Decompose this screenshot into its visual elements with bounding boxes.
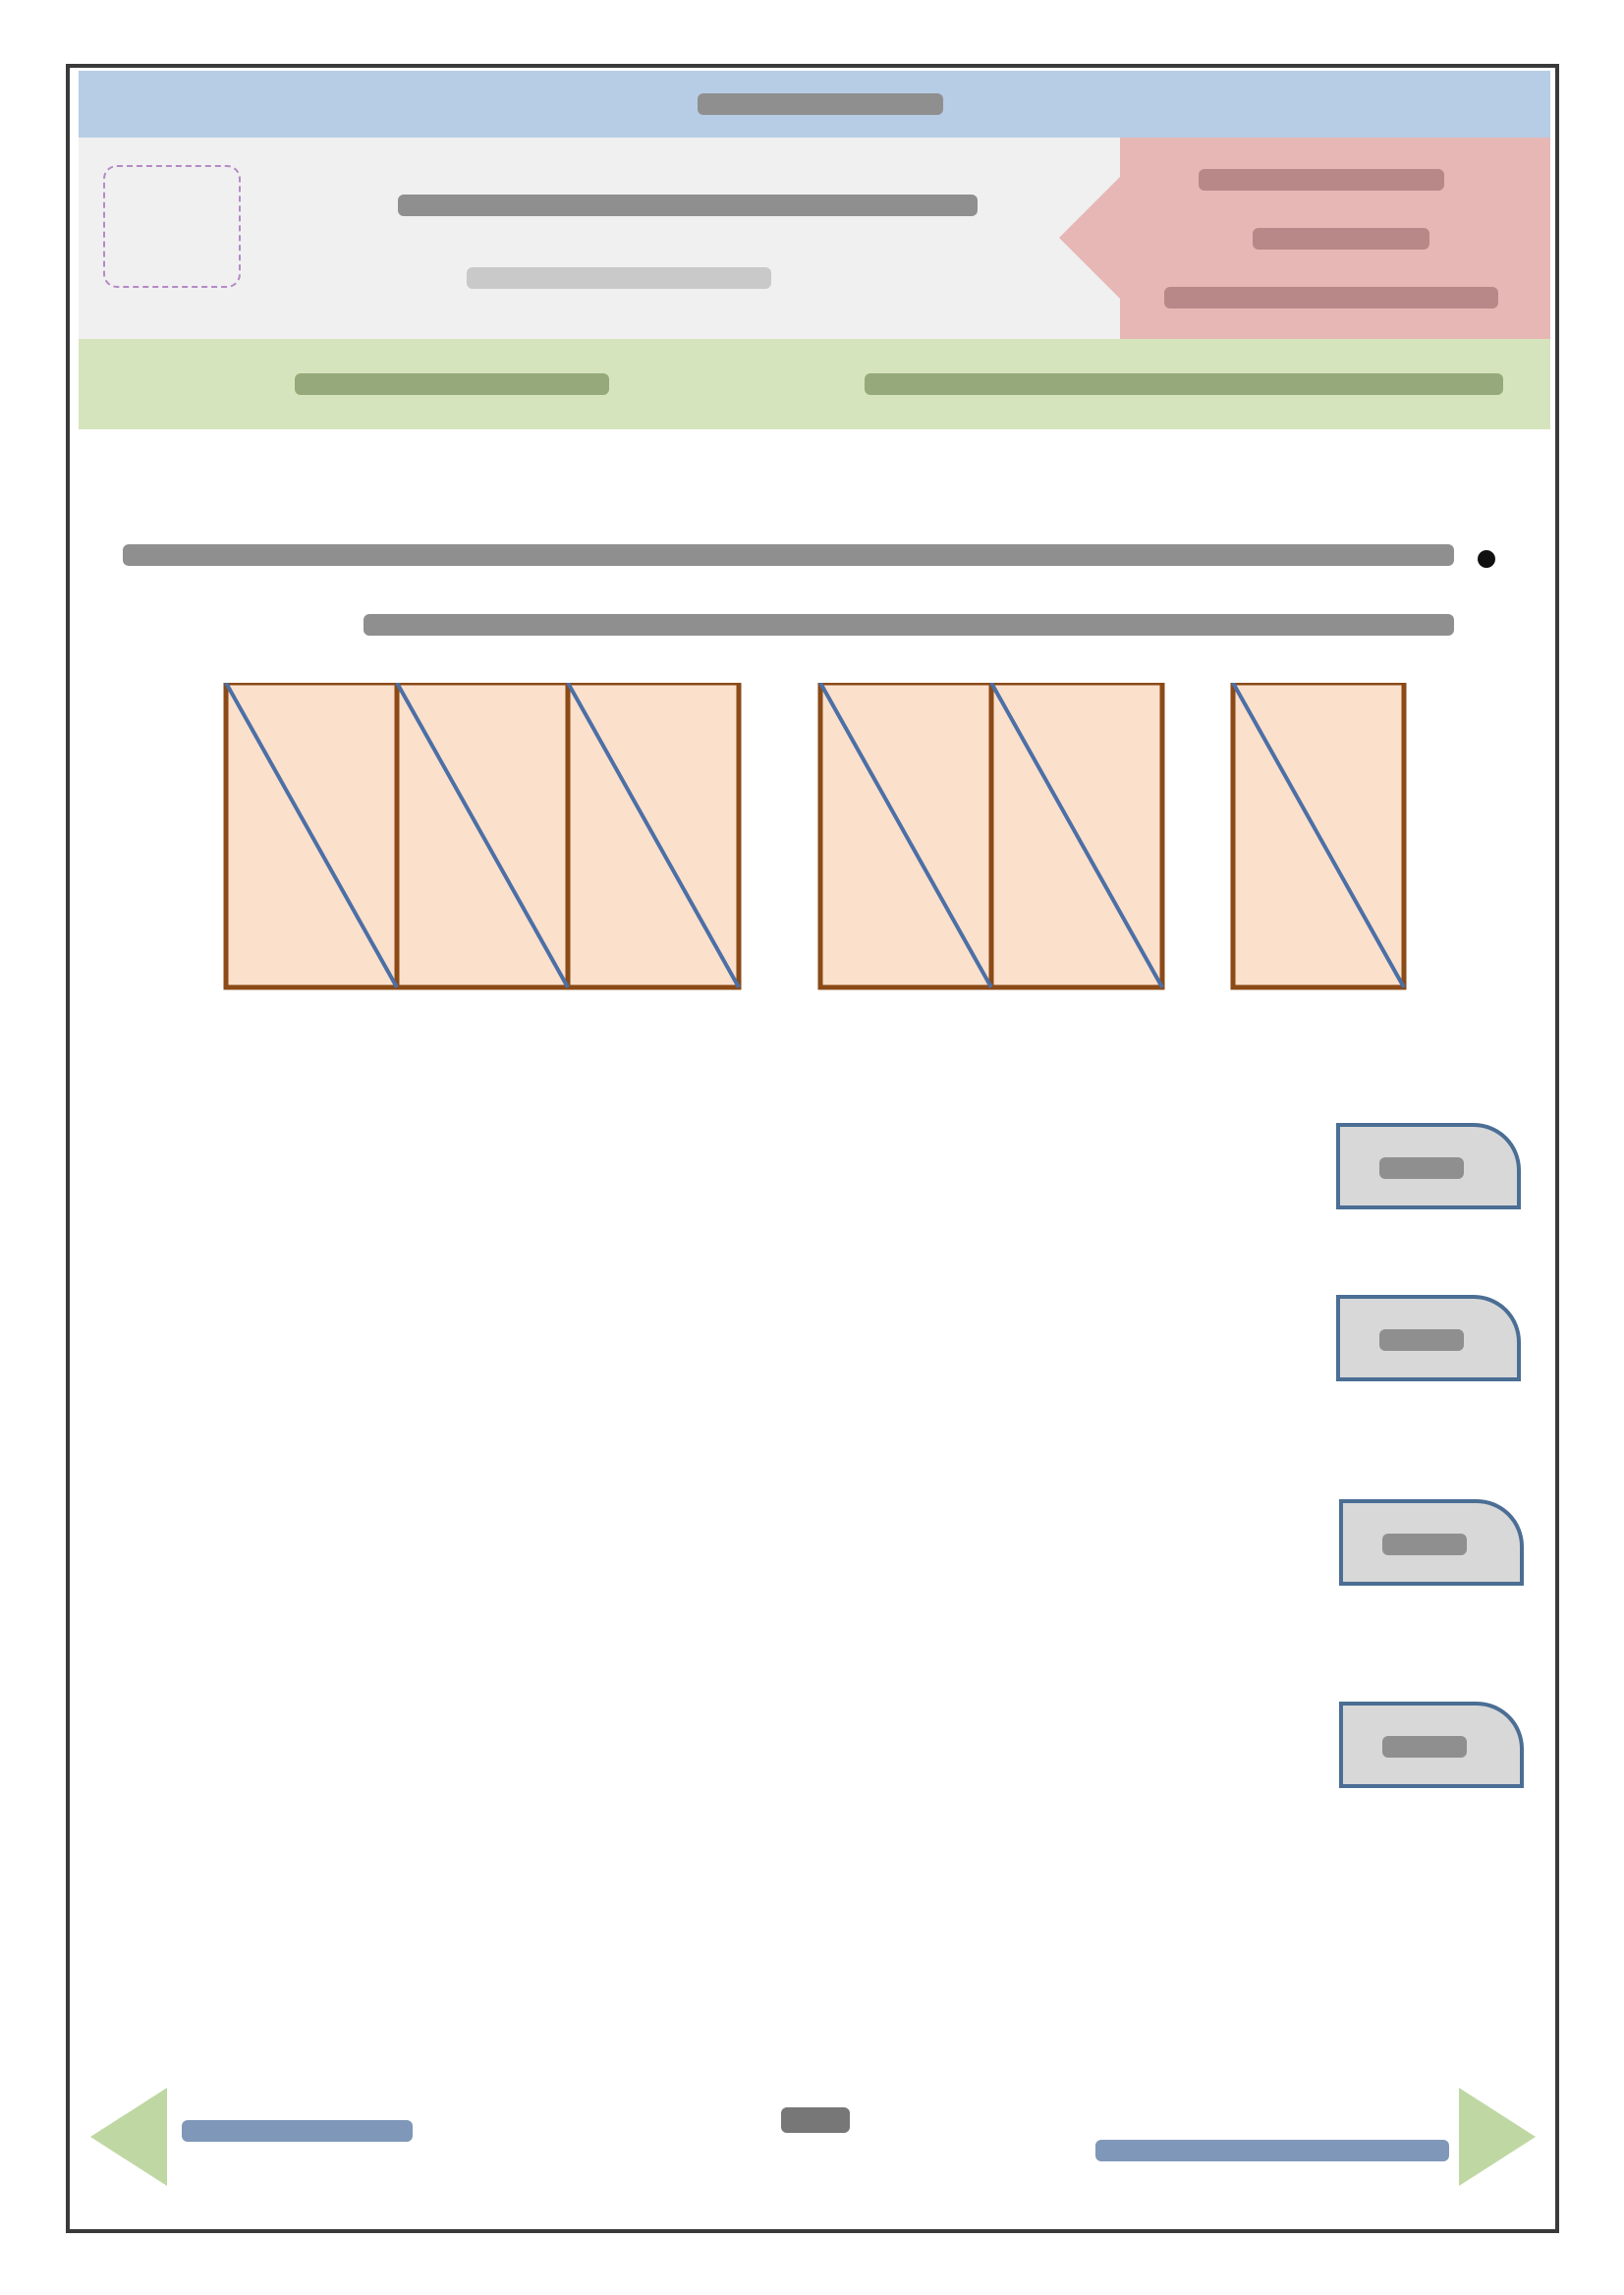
question-line-2-placeholder bbox=[364, 614, 1454, 636]
right-nav-arrow-icon[interactable] bbox=[1459, 2088, 1536, 2186]
question-line-1-placeholder bbox=[123, 544, 1454, 566]
chapter-line-2 bbox=[1253, 228, 1429, 250]
chapter-line-1 bbox=[1199, 169, 1444, 191]
step-label-placeholder bbox=[1382, 1736, 1467, 1758]
figure-group-1 bbox=[1233, 683, 1404, 987]
class-label-placeholder bbox=[295, 373, 609, 395]
left-nav-link-placeholder[interactable] bbox=[182, 2120, 413, 2142]
step-label-placeholder bbox=[1379, 1157, 1464, 1179]
figure-group-3 bbox=[226, 683, 739, 987]
step-label-placeholder bbox=[1382, 1534, 1467, 1555]
chapter-arrow-icon bbox=[1059, 177, 1120, 299]
step-card-3 bbox=[1339, 1499, 1524, 1586]
step-card-2 bbox=[1336, 1295, 1521, 1381]
chapter-line-3 bbox=[1164, 287, 1498, 308]
lesson-title-placeholder bbox=[398, 195, 978, 216]
logo-placeholder bbox=[103, 165, 241, 288]
header-title-band bbox=[79, 71, 1550, 138]
step-card-1 bbox=[1336, 1123, 1521, 1209]
header-title-placeholder bbox=[698, 93, 943, 115]
question-bullet-icon bbox=[1478, 550, 1495, 568]
chapter-box bbox=[1120, 138, 1550, 339]
step-card-4 bbox=[1339, 1702, 1524, 1788]
lesson-subtitle-placeholder bbox=[467, 267, 771, 289]
triangle-pattern-diagram bbox=[216, 683, 1415, 1007]
right-nav-link-placeholder[interactable] bbox=[1095, 2140, 1449, 2161]
student-info-band bbox=[79, 339, 1550, 429]
figure-group-2 bbox=[820, 683, 1162, 987]
page-number-placeholder bbox=[781, 2107, 850, 2133]
left-nav-arrow-icon[interactable] bbox=[90, 2088, 167, 2186]
step-label-placeholder bbox=[1379, 1329, 1464, 1351]
name-label-placeholder bbox=[865, 373, 1503, 395]
